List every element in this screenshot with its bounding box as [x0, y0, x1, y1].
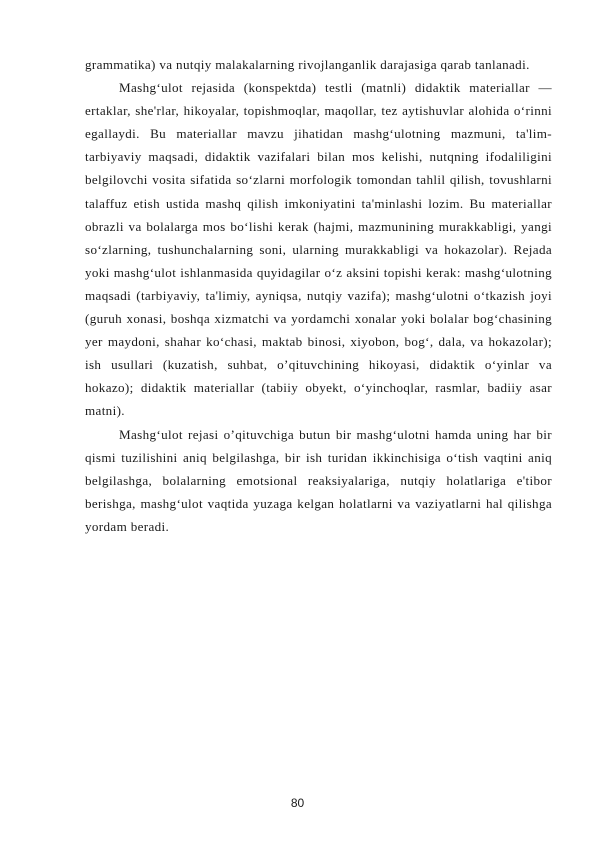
paragraph-lesson-plan-materials: Mashg‘ulot rejasida (konspektda) testli (matnli) didaktik materiallar —ertaklar, she'rlar, hikoyalar, topishmoqlar, maqollar, tez aytishuvlar alohida o‘rinni egallaydi. Bu materiallar mavzu jihatidan mashg‘ulotning mazmuni, ta'lim-tarbiyaviy maqsadi, didaktik vazifalari bilan mos kelishi, nutqning ifodaliligini belgilovchi vosita sifatida so‘zlarni morfologik tomondan tahlil qilish, tovushlarni talaffuz etish ustida mashq qilish imkoniyatini ta'minlashi lozim. Bu materiallar obrazli va bolalarga mos bo‘lishi kerak (hajmi, mazmunining murakkabligi, yangi so‘zlarning, tushunchalarning soni, ularning murakkabligi va hokazolar). Rejada yoki mashg‘ulot ishlanmasida quyidagilar o‘z aksini topishi kerak: mashg‘ulotning maqsadi (tarbiyaviy, ta'limiy, ayniqsa, nutqiy vazifa); mashg‘ulotni o‘tkazish joyi (guruh xonasi, boshqa xizmatchi va yordamchi xonalar yoki bolalar bog‘chasining yer maydoni, shahar ko‘chasi, maktab binosi, xiyobon, bog‘, dala, va hokazolar); ish usullari (kuzatish, suhbat, o’qituvchining hikoyasi, didaktik o‘yinlar va hokazo); didaktik materiallar (tabiiy obyekt, o‘yinchoqlar, rasmlar, badiiy asar matni). — [85, 80, 552, 419]
paragraph-continuation: grammatika) va nutqiy malakalarning rivojlanganlik darajasiga qarab tanlanadi. — [85, 57, 530, 72]
paragraph-lesson-plan-purpose: Mashg‘ulot rejasi o’qituvchiga butun bir mashg‘ulotni hamda uning har bir qismi tuzilishini aniq belgilashga, bir ish turidan ikkinchisiga o‘tish vaqtini aniq belgilashga, bolalarning emotsional reaksiyalariga, nutqiy holatlariga e'tibor berishga, mashg‘ulot vaqtida yuzaga kelgan holatlarni va vaziyatlarni hal qilishga yordam beradi. — [85, 426, 552, 534]
page-number: 80 — [290, 796, 305, 810]
body-text — [85, 53, 552, 538]
